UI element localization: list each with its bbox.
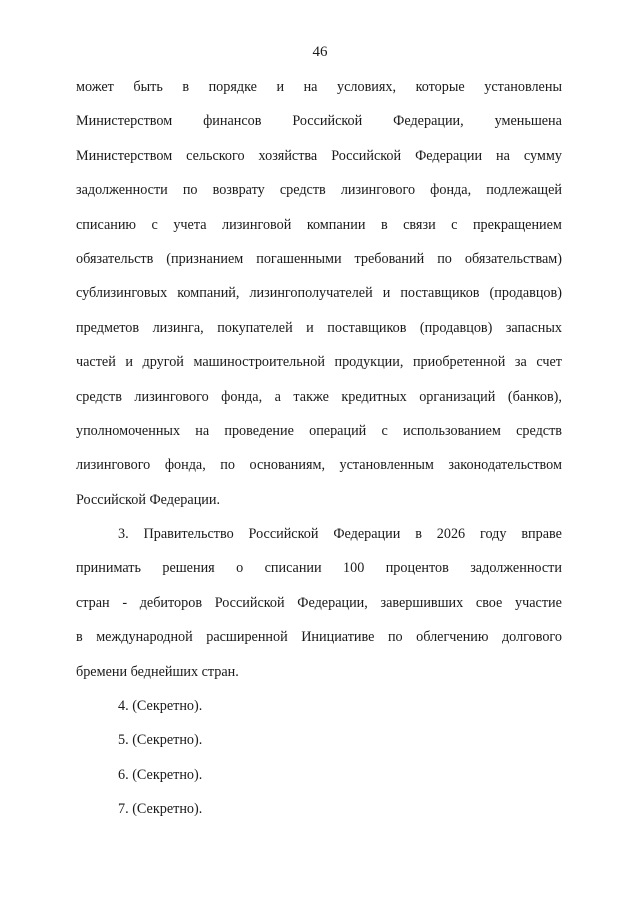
- word: (продавцов): [419, 319, 493, 336]
- secret-items-list: [76, 695, 562, 833]
- word: Федерации,: [297, 594, 368, 611]
- word: на: [303, 79, 318, 95]
- text-line: [76, 351, 562, 385]
- word: по: [220, 457, 235, 474]
- word: быть: [133, 79, 163, 95]
- word: лизингового: [134, 388, 209, 405]
- text-line: [76, 282, 562, 316]
- word: облегчению: [416, 629, 489, 646]
- word: на: [195, 422, 210, 439]
- text-line: [76, 248, 562, 282]
- word: Федерации: [333, 526, 401, 543]
- word: стран: [76, 594, 110, 611]
- word: предметов: [76, 319, 140, 336]
- word: Федерации,: [393, 113, 464, 130]
- word: лизинга,: [152, 319, 204, 336]
- text-line-last: бремени беднейших стран.: [76, 663, 239, 680]
- word: участие: [515, 594, 562, 611]
- word: которые: [415, 79, 465, 95]
- word: и: [276, 79, 285, 95]
- word: средств: [516, 422, 562, 439]
- text-line: [76, 214, 562, 248]
- word: сублизинговых: [76, 285, 168, 302]
- word: Федерации: [415, 147, 483, 164]
- word: 100: [343, 560, 365, 577]
- word: задолженности: [76, 182, 168, 199]
- text-line: [76, 420, 562, 454]
- word: основаниям,: [249, 457, 325, 474]
- word: Российской: [214, 594, 285, 611]
- word: Российской: [292, 113, 363, 130]
- text-line: [76, 145, 562, 179]
- text-line: [76, 592, 562, 626]
- word: и: [306, 319, 314, 336]
- word: также: [293, 388, 329, 405]
- word: году: [479, 526, 507, 543]
- word: принимать: [76, 560, 141, 577]
- word: поставщиков: [400, 285, 480, 302]
- text-line: [76, 523, 562, 557]
- word: фонда,: [430, 182, 472, 199]
- word: вправе: [521, 526, 562, 543]
- word: машиностроительной: [193, 354, 325, 371]
- word: свое: [475, 594, 503, 611]
- word: задолженности: [470, 560, 562, 577]
- word: кредитных: [341, 388, 407, 405]
- text-line: [76, 76, 562, 110]
- word: средств: [279, 182, 326, 199]
- paragraph-2: [76, 523, 562, 695]
- word: долгового: [501, 629, 562, 646]
- word: в: [380, 216, 388, 233]
- word: в: [415, 526, 422, 543]
- word: Российской: [331, 147, 402, 164]
- text-line: [76, 179, 562, 213]
- word: установленным: [339, 457, 434, 474]
- page-number: 46: [312, 44, 328, 60]
- word: с: [151, 216, 158, 233]
- text-line: [76, 110, 562, 144]
- word: запасных: [505, 319, 562, 336]
- word: установлены: [484, 79, 562, 95]
- document-body: [76, 76, 562, 833]
- word: фонда,: [164, 457, 206, 474]
- word: компаний,: [177, 285, 240, 302]
- word: завершивших: [380, 594, 464, 611]
- secret-item: 5. (Секретно).: [118, 732, 203, 749]
- word: Правительство: [143, 526, 234, 543]
- word: за: [514, 354, 527, 371]
- word: по: [387, 629, 403, 646]
- word: (банков),: [507, 388, 562, 405]
- secret-item: 4. (Секретно).: [118, 698, 203, 715]
- word: решения: [162, 560, 215, 577]
- word: в: [182, 79, 190, 95]
- secret-item: 6. (Секретно).: [118, 766, 203, 783]
- word: (продавцов): [489, 285, 562, 302]
- word: Министерством: [76, 147, 173, 164]
- word: списании: [264, 560, 322, 577]
- word: списанию: [76, 216, 137, 233]
- word: использованием: [403, 422, 501, 439]
- word: с: [381, 422, 388, 439]
- word: продукции,: [334, 354, 404, 371]
- word: Министерством: [76, 113, 173, 130]
- word: по: [437, 250, 452, 267]
- word: погашенными: [256, 250, 342, 267]
- word: на: [496, 147, 510, 164]
- word: уполномоченных: [76, 422, 181, 439]
- text-line: [76, 317, 562, 351]
- word: хозяйства: [258, 147, 318, 164]
- word: сельского: [186, 147, 245, 164]
- word: поставщиков: [327, 319, 407, 336]
- word: частей: [76, 354, 116, 371]
- text-line: [76, 454, 562, 488]
- word: компании: [306, 216, 366, 233]
- paragraph-1: [76, 76, 562, 523]
- word: приобретенной: [412, 354, 506, 371]
- word: процентов: [385, 560, 449, 577]
- word: Российской: [248, 526, 319, 543]
- word: лизинговой: [222, 216, 292, 233]
- word: организаций: [419, 388, 496, 405]
- word: обязательств: [76, 250, 154, 267]
- word: (признанием: [166, 250, 244, 267]
- word: и: [125, 354, 133, 371]
- word: порядке: [208, 79, 257, 95]
- word: покупателей: [217, 319, 293, 336]
- word: операций: [309, 422, 367, 439]
- word: проведение: [224, 422, 294, 439]
- word: прекращением: [472, 216, 562, 233]
- word: лизингового: [340, 182, 416, 199]
- word: Инициативе: [301, 629, 375, 646]
- text-line: [76, 626, 562, 660]
- word: расширенной: [206, 629, 288, 646]
- word: учета: [173, 216, 207, 233]
- word: законодательством: [448, 457, 562, 474]
- word: -: [122, 594, 128, 611]
- word: счет: [536, 354, 562, 371]
- word: о: [236, 560, 244, 577]
- word: а: [274, 388, 281, 405]
- word: с: [451, 216, 458, 233]
- word: возврату: [212, 182, 265, 199]
- text-line: [76, 557, 562, 591]
- word: средств: [76, 388, 122, 405]
- word: подлежащей: [486, 182, 562, 199]
- word: другой: [142, 354, 184, 371]
- word: может: [76, 79, 114, 95]
- word: условиях,: [337, 79, 397, 95]
- word: в: [76, 629, 83, 646]
- word: обязательствам): [464, 250, 562, 267]
- word: дебиторов: [139, 594, 203, 611]
- word: и: [382, 285, 391, 302]
- word: лизингополучателей: [249, 285, 373, 302]
- text-line-last: Российской Федерации.: [76, 491, 221, 508]
- word: уменьшена: [494, 113, 562, 130]
- word: финансов: [203, 113, 262, 130]
- word: 3.: [118, 526, 129, 543]
- word: лизингового: [76, 457, 151, 474]
- word: требований: [354, 250, 425, 267]
- word: международной: [96, 629, 193, 646]
- word: по: [182, 182, 198, 199]
- word: фонда,: [221, 388, 263, 405]
- word: 2026: [436, 526, 466, 543]
- text-line: [76, 386, 562, 420]
- word: связи: [403, 216, 436, 233]
- secret-item: 7. (Секретно).: [118, 801, 203, 818]
- word: сумму: [523, 147, 562, 164]
